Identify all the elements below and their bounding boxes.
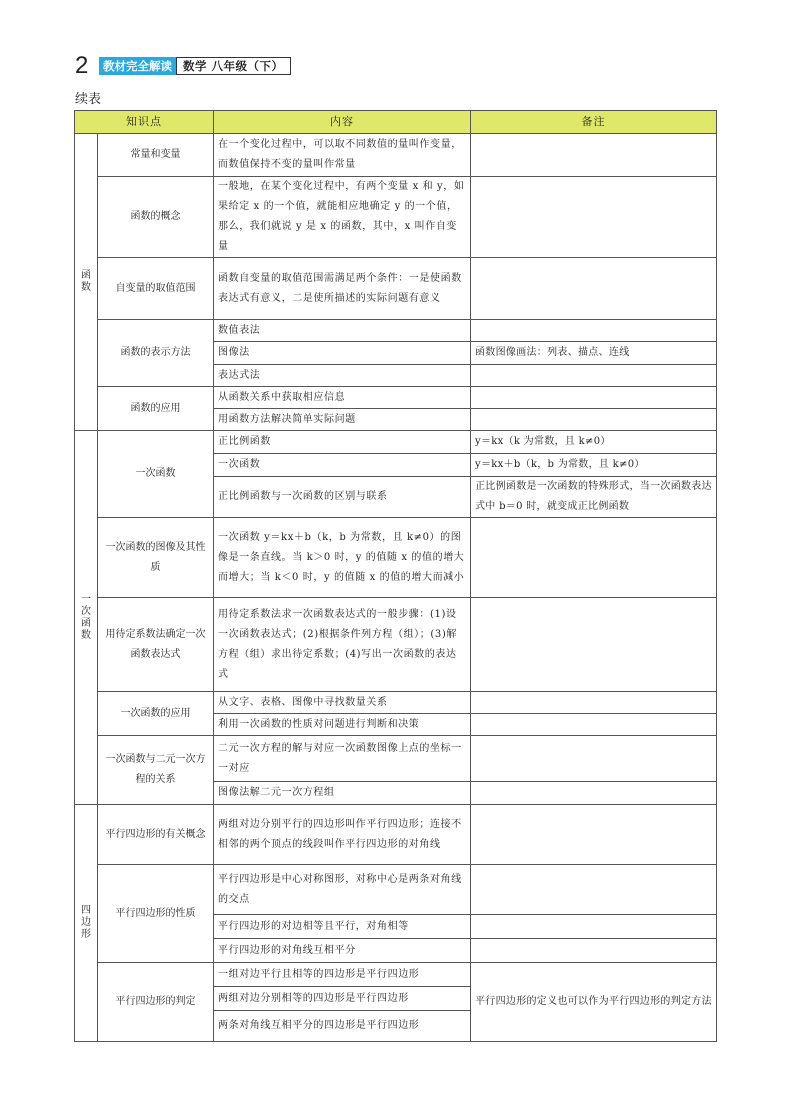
table-row (75, 805, 717, 865)
table-row (75, 865, 717, 915)
note-cell (471, 365, 717, 387)
knowledge-table (74, 110, 717, 1042)
content-cell: 在一个变化过程中，可以取不同数值的量叫作变量，而数值保持不变的量叫作常量 (214, 134, 471, 177)
note-cell (471, 865, 717, 915)
topic-label: 函数的表示方法 (98, 320, 214, 387)
note-cell (471, 387, 717, 409)
content-cell: 正比例函数与一次函数的区别与联系 (214, 477, 471, 518)
topic-label: 一次函数的应用 (98, 692, 214, 736)
topic-label: 平行四边形的判定 (98, 963, 214, 1042)
note-cell (471, 598, 717, 692)
note-cell (471, 805, 717, 865)
group-label-text: 一次函数 (81, 593, 91, 641)
table-row (75, 320, 717, 342)
content-cell: 一般地，在某个变化过程中，有两个变量 x 和 y，如果给定 x 的一个值，就能相应地确定 y 的一个值，那么，我们就说 y 是 x 的函数，其中，x 叫作自变量 (214, 177, 471, 258)
table-row (75, 963, 717, 987)
column-header-content: 内容 (214, 111, 471, 134)
table-row (75, 258, 717, 320)
column-header-knowledge: 知识点 (75, 111, 214, 134)
note-cell (471, 692, 717, 714)
group-label-text: 函数 (81, 270, 91, 293)
content-cell: 两组对边分别平行的四边形叫作平行四边形；连接不相邻的两个顶点的线段叫作平行四边形的对角线 (214, 805, 471, 865)
topic-label: 一次函数与二元一次方程的关系 (98, 736, 214, 805)
note-cell (471, 939, 717, 963)
topic-label: 平行四边形的性质 (98, 865, 214, 963)
content-cell: 平行四边形的对角线互相平分 (214, 939, 471, 963)
table-body (75, 134, 717, 1042)
note-cell (471, 915, 717, 939)
topic-label: 自变量的取值范围 (98, 258, 214, 320)
note-cell (471, 736, 717, 782)
series-badge: 教材完全解读 (99, 57, 176, 75)
topic-label: 一次函数的图像及其性质 (98, 518, 214, 598)
table-row (75, 518, 717, 598)
table-row (75, 177, 717, 258)
book-title: 数学 八年级（下） (176, 57, 291, 75)
content-cell: 一次函数 y＝kx＋b（k，b 为常数，且 k≠0）的图像是一条直线。当 k＞0 时，y 的值随 x 的值的增大而增大；当 k＜0 时，y 的值随 x 的值的增大而减小 (214, 518, 471, 598)
group-label (75, 134, 98, 431)
content-cell: 从函数关系中获取相应信息 (214, 387, 471, 409)
continued-label: 续表 (75, 92, 102, 107)
table-row (75, 387, 717, 409)
table-row (75, 692, 717, 714)
note-cell (471, 409, 717, 431)
group-label (75, 805, 98, 1042)
note-cell (471, 714, 717, 736)
column-header-note: 备注 (471, 111, 717, 134)
group-label-text: 四边形 (81, 905, 91, 940)
content-cell: 平行四边形的对边相等且平行，对角相等 (214, 915, 471, 939)
content-cell: 平行四边形是中心对称图形，对称中心是两条对角线的交点 (214, 865, 471, 915)
content-cell: 两组对边分别相等的四边形是平行四边形 (214, 987, 471, 1011)
note-cell (471, 134, 717, 177)
note-cell: y＝kx（k 为常数，且 k≠0） (471, 431, 717, 454)
content-cell: 图像法解二元一次方程组 (214, 782, 471, 805)
note-cell: 函数图像画法：列表、描点、连线 (471, 342, 717, 365)
note-cell: 正比例函数是一次函数的特殊形式，当一次函数表达式中 b＝0 时，就变成正比例函数 (471, 477, 717, 518)
note-cell (471, 518, 717, 598)
content-cell: 用函数方法解决简单实际问题 (214, 409, 471, 431)
note-cell (471, 177, 717, 258)
note-cell: y＝kx＋b（k，b 为常数，且 k≠0） (471, 454, 717, 477)
table-header-row (75, 111, 717, 134)
note-cell (471, 258, 717, 320)
table-row (75, 736, 717, 782)
content-cell: 利用一次函数的性质对问题进行判断和决策 (214, 714, 471, 736)
note-cell (471, 320, 717, 342)
table-row (75, 134, 717, 177)
content-cell: 用待定系数法求一次函数表达式的一般步骤：(1)设一次函数表达式；(2)根据条件列方程（组）；(3)解方程（组）求出待定系数；(4)写出一次函数的表达式 (214, 598, 471, 692)
topic-label: 函数的概念 (98, 177, 214, 258)
content-cell: 两条对角线互相平分的四边形是平行四边形 (214, 1011, 471, 1042)
content-cell: 图像法 (214, 342, 471, 365)
content-cell: 表达式法 (214, 365, 471, 387)
topic-label: 用待定系数法确定一次函数表达式 (98, 598, 214, 692)
group-label (75, 431, 98, 805)
content-cell: 一组对边平行且相等的四边形是平行四边形 (214, 963, 471, 987)
content-cell: 一次函数 (214, 454, 471, 477)
note-cell (471, 782, 717, 805)
content-cell: 数值表法 (214, 320, 471, 342)
topic-label: 函数的应用 (98, 387, 214, 431)
note-cell: 平行四边形的定义也可以作为平行四边形的判定方法 (471, 963, 717, 1042)
topic-label: 平行四边形的有关概念 (98, 805, 214, 865)
topic-label: 一次函数 (98, 431, 214, 518)
content-cell: 正比例函数 (214, 431, 471, 454)
page-number: 2 (75, 52, 89, 79)
table-row (75, 598, 717, 692)
page-header (75, 52, 291, 79)
content-cell: 从文字、表格、图像中寻找数量关系 (214, 692, 471, 714)
topic-label: 常量和变量 (98, 134, 214, 177)
content-cell: 函数自变量的取值范围需满足两个条件：一是使函数表达式有意义，二是使所描述的实际问题有意义 (214, 258, 471, 320)
content-cell: 二元一次方程的解与对应一次函数图像上点的坐标一一对应 (214, 736, 471, 782)
table-row (75, 431, 717, 454)
